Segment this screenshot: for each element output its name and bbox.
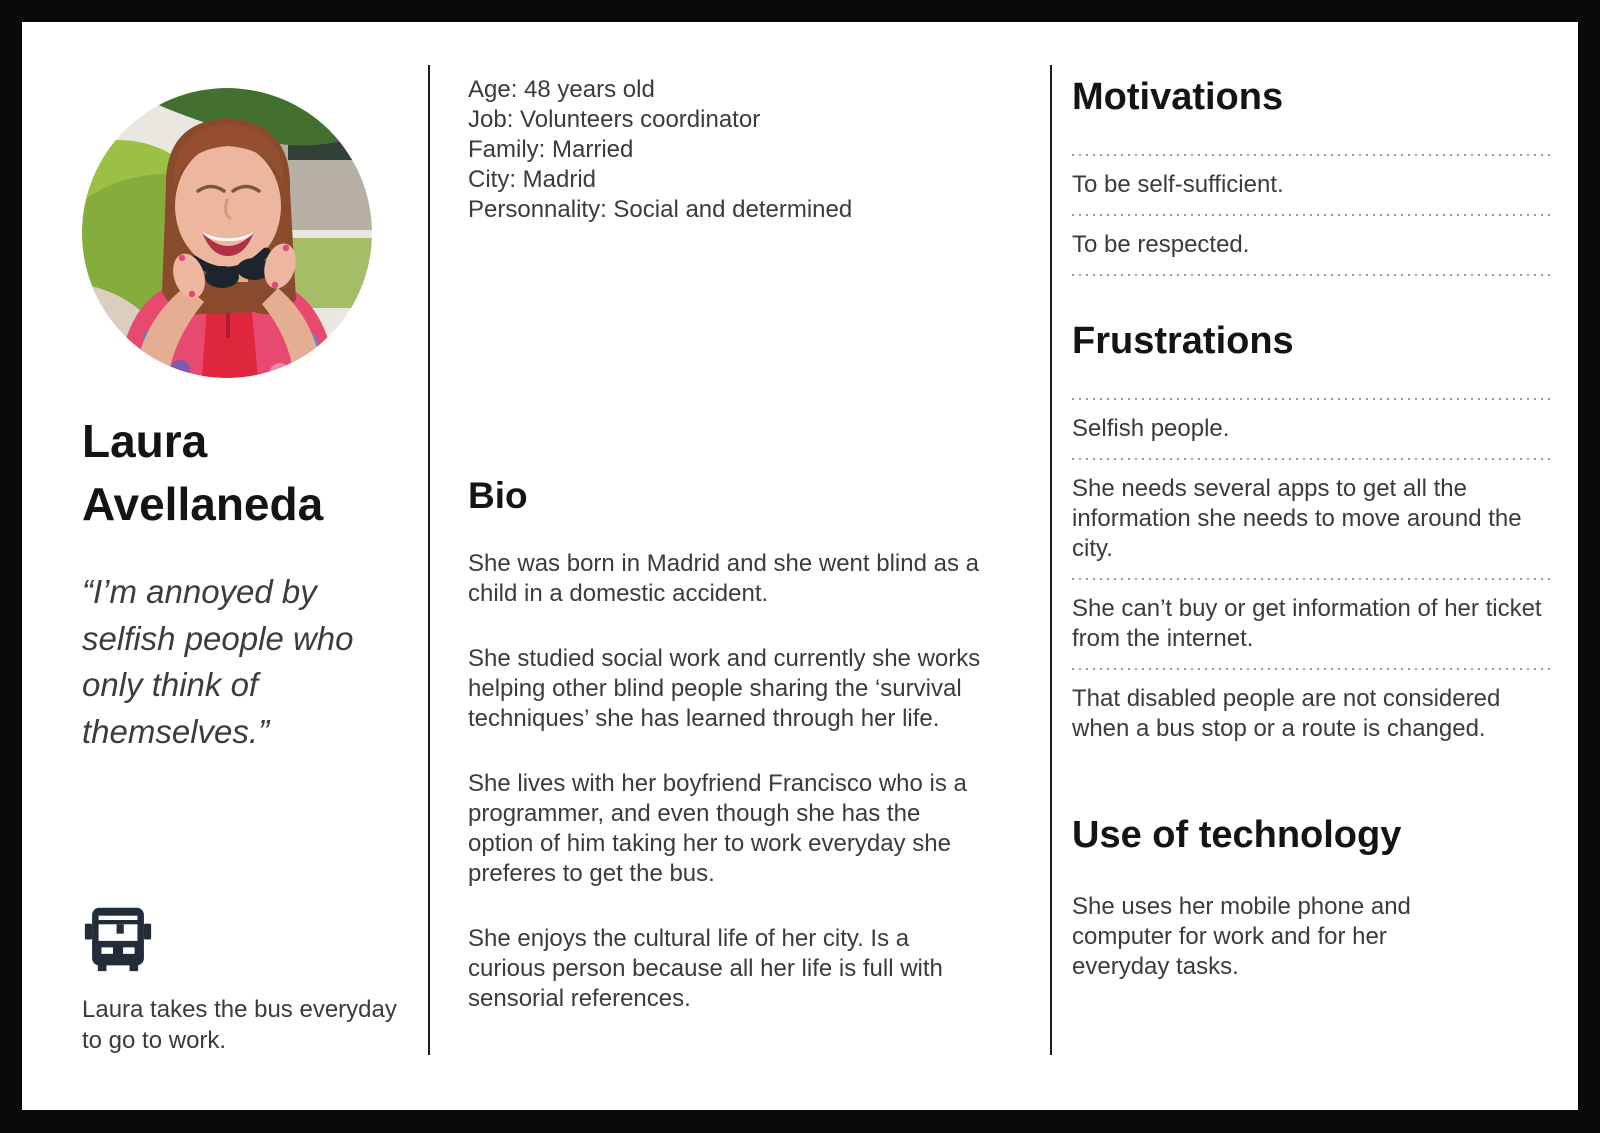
left-column bbox=[22, 22, 428, 1110]
persona-quote: “I’m annoyed by selfish people who only think of themselves.” bbox=[82, 573, 354, 750]
bus-icon bbox=[82, 898, 154, 978]
frustrations-title: Frustrations bbox=[1072, 320, 1294, 362]
frustration-item: That disabled people are not considered when a bus stop or a route is changed. bbox=[1072, 685, 1501, 742]
motivation-item: To be respected. bbox=[1072, 231, 1250, 258]
detail-personality: Personnality: Social and determined bbox=[468, 196, 853, 223]
frustration-item: Selfish people. bbox=[1072, 415, 1230, 442]
detail-family: Family: Married bbox=[468, 136, 634, 163]
frustration-item: She can’t buy or get information of her ticket from the internet. bbox=[1072, 595, 1542, 652]
profile-photo bbox=[82, 88, 372, 378]
motivation-item: To be self-sufficient. bbox=[1072, 171, 1284, 198]
detail-age: Age: 48 years old bbox=[468, 76, 655, 103]
bio-paragraph: She enjoys the cultural life of her city. Is a curious person because all her life is full with sensorial references. bbox=[468, 925, 943, 1012]
right-column bbox=[1052, 22, 1578, 1110]
middle-column bbox=[430, 22, 1050, 1110]
frustrations-section bbox=[1072, 322, 1552, 758]
frustration-item: She needs several apps to get all the information she needs to move around the city. bbox=[1072, 475, 1522, 562]
dotted-rule bbox=[1072, 274, 1552, 276]
bio-title: Bio bbox=[468, 475, 528, 516]
persona-name: Laura Avellaneda bbox=[82, 415, 324, 530]
transport-block bbox=[82, 898, 412, 1056]
bio-paragraph: She was born in Madrid and she went blind as a child in a domestic accident. bbox=[468, 550, 979, 607]
technology-text: She uses her mobile phone and computer for work and for her everyday tasks. bbox=[1072, 893, 1411, 980]
bio-text bbox=[468, 549, 990, 1014]
technology-section bbox=[1072, 816, 1552, 982]
motivations-title: Motivations bbox=[1072, 76, 1284, 118]
persona-card bbox=[22, 22, 1578, 1110]
technology-title: Use of technology bbox=[1072, 814, 1402, 856]
portrait-illustration bbox=[82, 88, 372, 378]
detail-job: Job: Volunteers coordinator bbox=[468, 106, 761, 133]
bio-paragraph: She lives with her boyfriend Francisco who is a programmer, and even though she has the option of him taking her to work everyday she preferes to get the bus. bbox=[468, 770, 967, 887]
motivations-section bbox=[1072, 78, 1552, 276]
transport-caption: Laura takes the bus everyday to go to work. bbox=[82, 996, 397, 1054]
details-list bbox=[468, 75, 990, 225]
bio-paragraph: She studied social work and currently she works helping other blind people sharing the ‘survival techniques’ she has learned through her life. bbox=[468, 645, 981, 732]
detail-city: City: Madrid bbox=[468, 166, 597, 193]
